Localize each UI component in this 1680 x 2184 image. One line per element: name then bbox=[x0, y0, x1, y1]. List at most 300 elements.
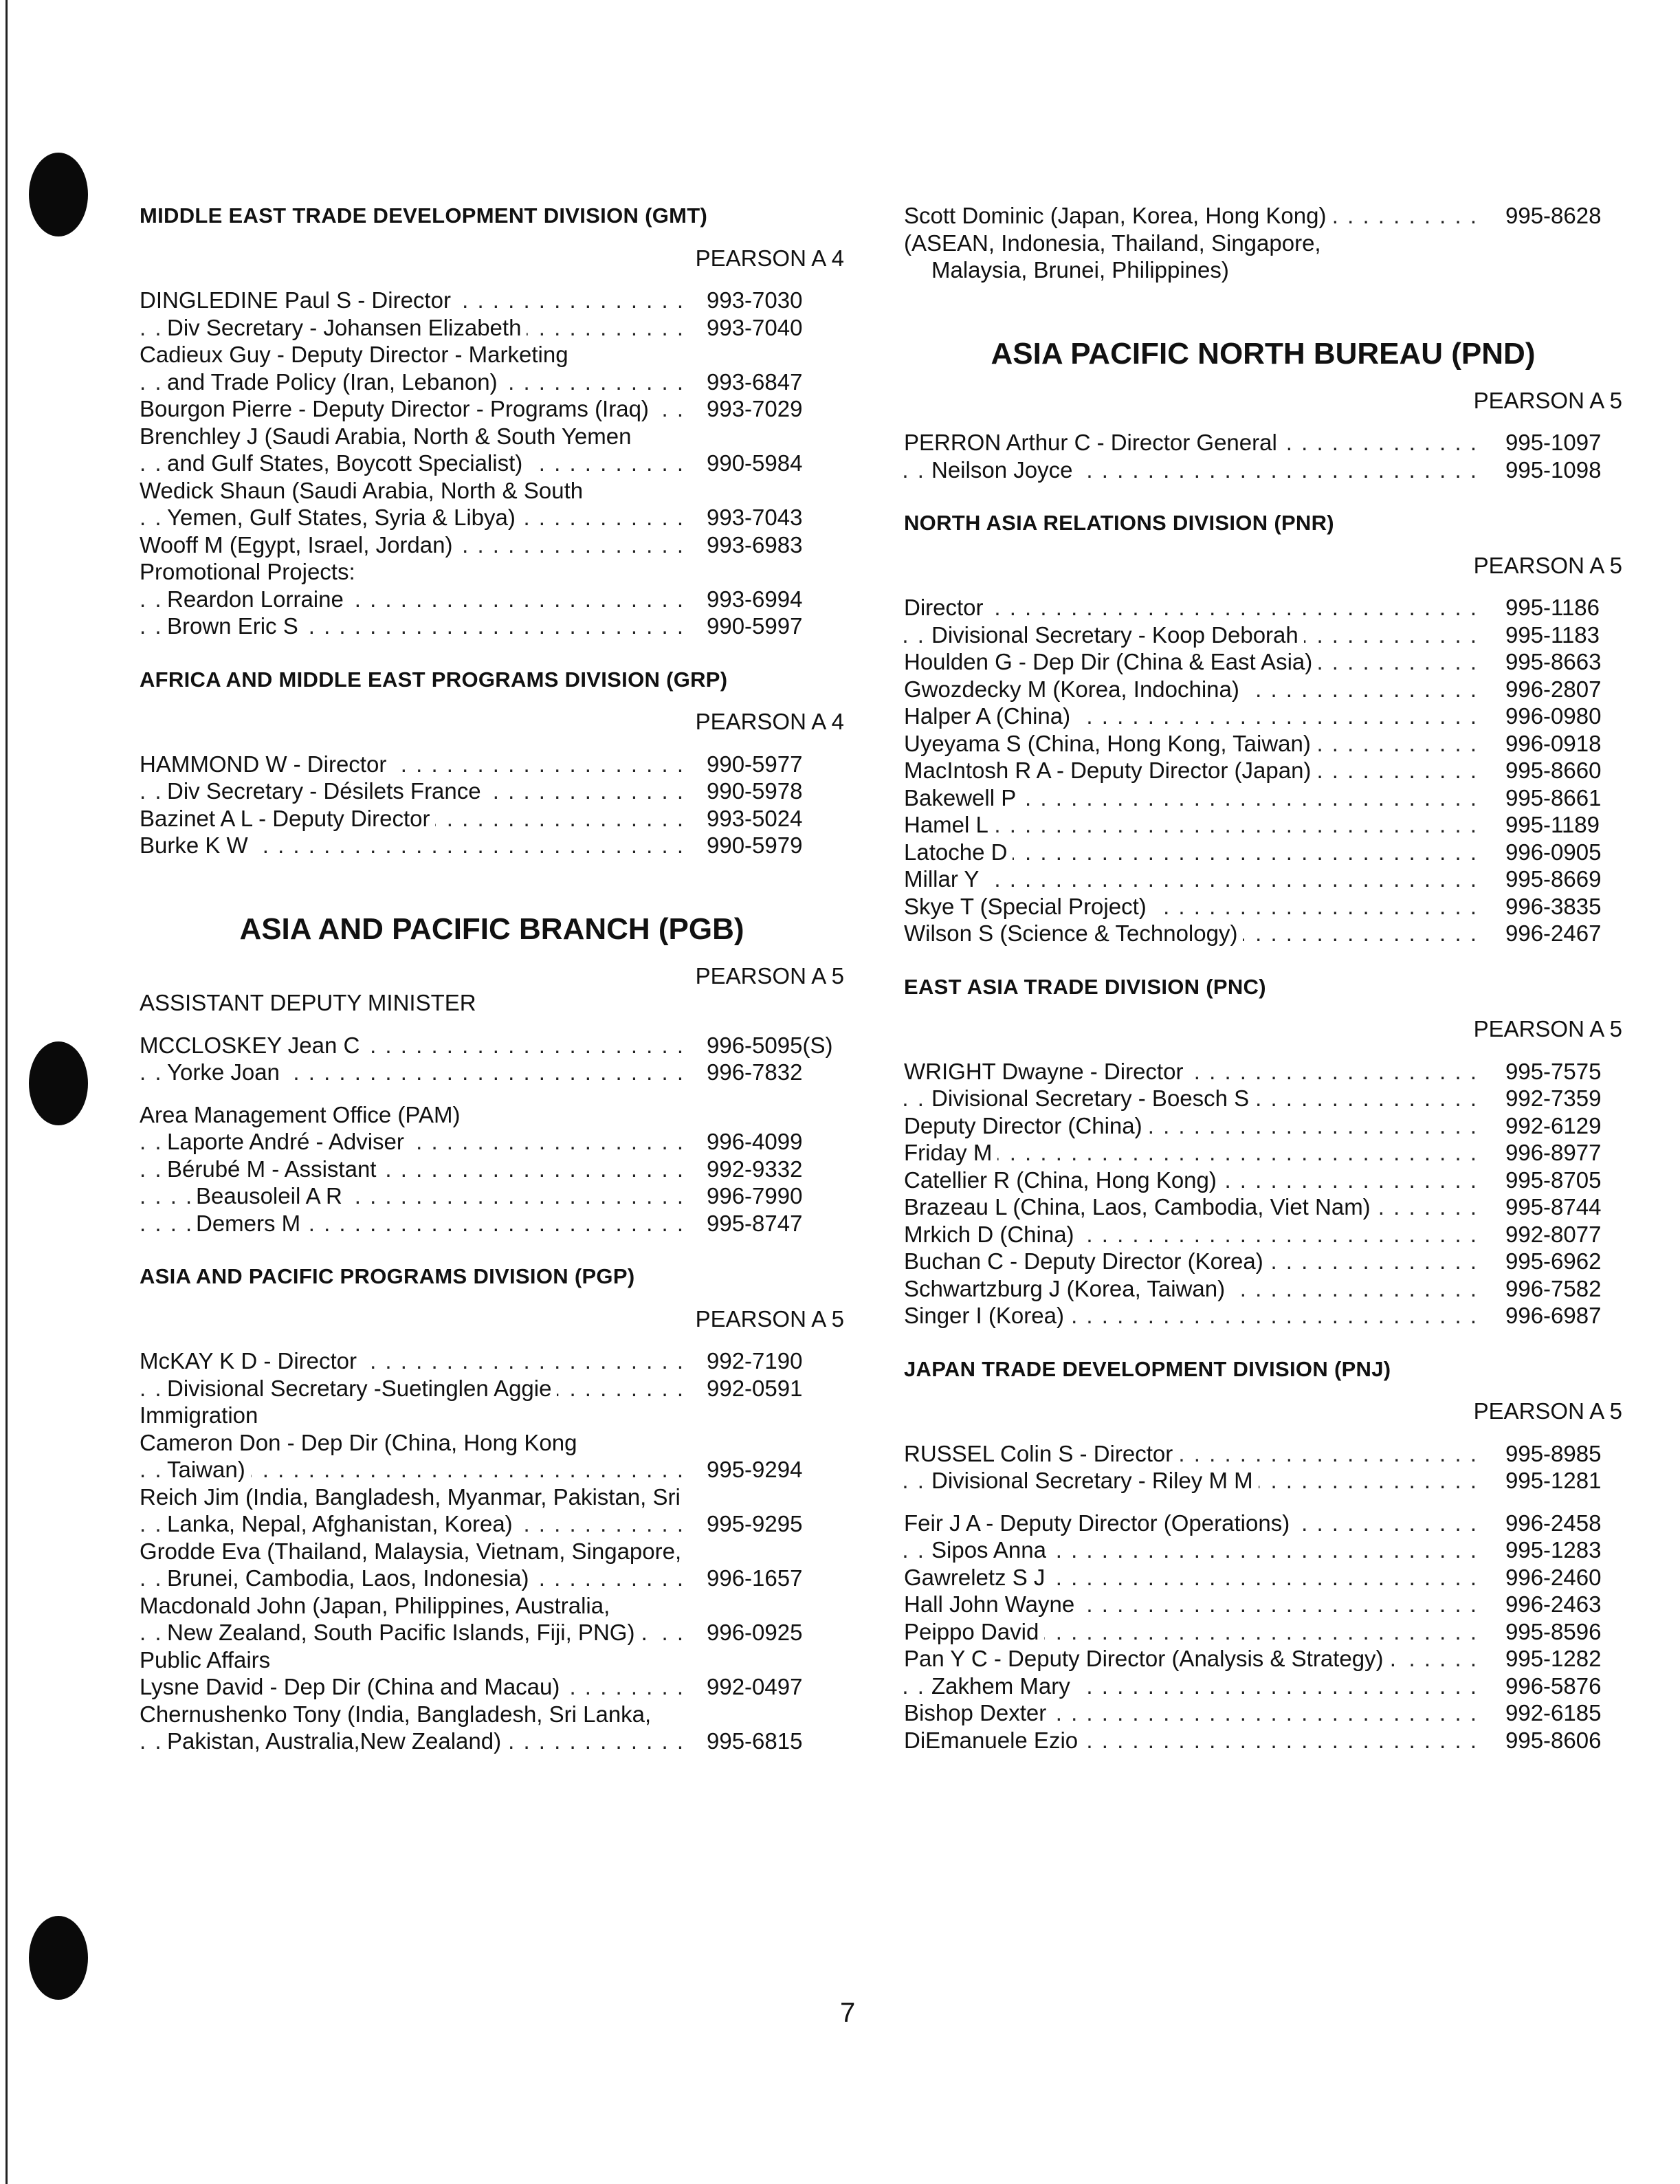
entry-name bbox=[140, 1673, 692, 1701]
phone-number: 992-6185 bbox=[1505, 1700, 1602, 1725]
entry-label: Bazinet A L - Deputy Director bbox=[140, 806, 435, 831]
entry-name bbox=[140, 450, 692, 477]
phone-number: 996-6987 bbox=[1505, 1303, 1602, 1328]
directory-entry bbox=[904, 1727, 1622, 1754]
phone-number: 996-2467 bbox=[1505, 920, 1602, 946]
phone-number: 995-8661 bbox=[1505, 784, 1602, 810]
entry-label: Wedick Shaun (Saudi Arabia, North & South bbox=[140, 478, 588, 503]
phone-number: 992-7190 bbox=[707, 1348, 803, 1374]
division-heading: MIDDLE EAST TRADE DEVELOPMENT DIVISION (GMT) bbox=[140, 203, 708, 228]
entry-label: Chernushenko Tony (India, Bangladesh, Sri Lanka, bbox=[140, 1701, 656, 1727]
location-label: PEARSON A 5 bbox=[695, 1305, 844, 1332]
entry-name bbox=[904, 1440, 1485, 1468]
spacer bbox=[140, 947, 844, 962]
phone-number: 996-2460 bbox=[1505, 1564, 1602, 1590]
entry-text-line bbox=[904, 230, 1622, 257]
spacer bbox=[140, 272, 844, 287]
directory-entry bbox=[140, 751, 844, 778]
directory-entry bbox=[140, 1182, 844, 1210]
entry-label: Demers M bbox=[196, 1211, 306, 1236]
entry-label: and Gulf States, Boycott Specialist) bbox=[167, 450, 528, 476]
entry-label: Bishop Dexter bbox=[904, 1700, 1052, 1725]
punch-hole-bottom bbox=[29, 1916, 88, 2000]
spacer bbox=[904, 579, 1622, 594]
division-heading: EAST ASIA TRADE DIVISION (PNC) bbox=[904, 974, 1266, 999]
entry-name bbox=[140, 1701, 692, 1728]
entry-name bbox=[904, 703, 1485, 730]
entry-label: Wooff M (Egypt, Israel, Jordan) bbox=[140, 532, 458, 558]
entry-name bbox=[904, 1221, 1485, 1248]
entry-name bbox=[904, 256, 1485, 284]
directory-entry bbox=[904, 1112, 1622, 1140]
entry-name bbox=[140, 613, 692, 640]
entry-name bbox=[140, 1375, 692, 1402]
spacer bbox=[140, 1290, 844, 1305]
phone-number: 995-8628 bbox=[1505, 203, 1602, 228]
entry-label: MacIntosh R A - Deputy Director (Japan) bbox=[904, 758, 1316, 783]
entry-name bbox=[904, 839, 1485, 866]
entry-text-line bbox=[140, 341, 844, 368]
directory-entry bbox=[904, 1167, 1622, 1194]
phone-number: 995-1097 bbox=[1505, 430, 1602, 455]
directory-entry bbox=[140, 613, 844, 640]
phone-number: 995-1282 bbox=[1505, 1646, 1602, 1671]
entry-label: Latoche D bbox=[904, 839, 1013, 865]
scan-edge bbox=[5, 0, 8, 2184]
entry-text-line bbox=[140, 1538, 844, 1565]
location-label: PEARSON A 4 bbox=[695, 245, 844, 271]
entry-label: Div Secretary - Désilets France bbox=[167, 778, 487, 804]
phone-number: 995-1189 bbox=[1505, 812, 1600, 837]
entry-name bbox=[904, 648, 1485, 676]
spacer bbox=[140, 1086, 844, 1101]
entry-name bbox=[904, 1618, 1485, 1646]
entry-label: Feir J A - Deputy Director (Operations) bbox=[904, 1510, 1295, 1536]
entry-label: Houlden G - Dep Dir (China & East Asia) bbox=[904, 649, 1318, 674]
entry-label: Brazeau L (China, Laos, Cambodia, Viet Nam) bbox=[904, 1194, 1376, 1220]
entry-name bbox=[904, 1467, 1485, 1494]
directory-entry bbox=[904, 1139, 1622, 1167]
location-label: PEARSON A 5 bbox=[1473, 387, 1622, 413]
spacer bbox=[904, 947, 1622, 973]
phone-number: 996-1657 bbox=[707, 1565, 803, 1591]
phone-number: 996-4099 bbox=[707, 1129, 803, 1154]
entry-label: Hall John Wayne bbox=[904, 1591, 1080, 1617]
entry-text-line bbox=[140, 1701, 844, 1728]
entry-name bbox=[140, 1565, 692, 1592]
entry-name bbox=[904, 621, 1485, 649]
directory-entry bbox=[904, 456, 1622, 484]
entry-label: Public Affairs bbox=[140, 1647, 276, 1673]
entry-label: Cameron Don - Dep Dir (China, Hong Kong bbox=[140, 1430, 582, 1455]
directory-entry bbox=[904, 1248, 1622, 1275]
directory-entry bbox=[140, 531, 844, 559]
entry-name bbox=[904, 757, 1485, 784]
entry-text-line bbox=[140, 1646, 844, 1674]
phone-number: 996-0918 bbox=[1505, 730, 1602, 756]
phone-number: 995-8596 bbox=[1505, 1618, 1602, 1644]
phone-number: 996-0905 bbox=[1505, 839, 1602, 865]
directory-entry bbox=[904, 202, 1622, 230]
entry-label: Peippo David bbox=[904, 1619, 1044, 1644]
entry-name bbox=[140, 777, 692, 805]
directory-entry bbox=[140, 504, 844, 531]
phone-number: 996-8977 bbox=[1505, 1140, 1602, 1165]
section-subtitle: ASSISTANT DEPUTY MINISTER bbox=[140, 990, 476, 1015]
branch-heading: ASIA AND PACIFIC BRANCH (PGB) bbox=[239, 912, 744, 946]
phone-number: 996-2458 bbox=[1505, 1510, 1602, 1536]
directory-entry bbox=[140, 832, 844, 859]
spacer bbox=[140, 736, 844, 751]
directory-entry bbox=[904, 1618, 1622, 1646]
directory-entry bbox=[904, 1058, 1622, 1085]
phone-number: 992-8077 bbox=[1505, 1221, 1602, 1247]
directory-entry bbox=[140, 1032, 844, 1059]
phone-number: 995-6962 bbox=[1505, 1248, 1602, 1274]
entry-name bbox=[140, 341, 692, 368]
entry-label: Lysne David - Dep Dir (China and Macau) bbox=[140, 1674, 565, 1699]
phone-number: 995-6815 bbox=[707, 1728, 803, 1754]
entry-name bbox=[140, 832, 692, 859]
spacer bbox=[904, 1043, 1622, 1058]
directory-entry bbox=[904, 1193, 1622, 1221]
directory-entry bbox=[904, 1467, 1622, 1494]
entry-name bbox=[904, 1536, 1485, 1564]
entry-name bbox=[140, 1510, 692, 1538]
entry-label: Yemen, Gulf States, Syria & Libya) bbox=[167, 505, 521, 530]
phone-number: 995-1281 bbox=[1505, 1468, 1602, 1493]
phone-number: 990-5997 bbox=[707, 613, 803, 639]
directory-entry bbox=[140, 314, 844, 342]
entry-name bbox=[904, 1085, 1485, 1112]
entry-name bbox=[140, 314, 692, 342]
entry-name bbox=[140, 1728, 692, 1755]
phone-number: 996-7832 bbox=[707, 1059, 803, 1085]
entry-label: Sipos Anna bbox=[931, 1537, 1052, 1563]
directory-entry bbox=[140, 1347, 844, 1375]
location-label: PEARSON A 5 bbox=[695, 962, 844, 989]
division-heading: JAPAN TRADE DEVELOPMENT DIVISION (PNJ) bbox=[904, 1356, 1391, 1381]
entry-name bbox=[904, 1248, 1485, 1275]
directory-entry bbox=[140, 1619, 844, 1646]
phone-number: 995-8744 bbox=[1505, 1194, 1602, 1220]
entry-name bbox=[904, 893, 1485, 920]
entry-label: DiEmanuele Ezio bbox=[904, 1728, 1083, 1753]
directory-entry bbox=[140, 395, 844, 423]
entry-name bbox=[140, 751, 692, 778]
entry-name bbox=[904, 1302, 1485, 1330]
phone-number: 996-7582 bbox=[1505, 1275, 1602, 1301]
entry-label: Zakhem Mary bbox=[931, 1673, 1076, 1699]
entry-name bbox=[904, 1699, 1485, 1727]
entry-label: Neilson Joyce bbox=[931, 457, 1078, 483]
entry-label: (ASEAN, Indonesia, Thailand, Singapore, bbox=[904, 230, 1327, 256]
entry-name bbox=[904, 1112, 1485, 1140]
spacer bbox=[904, 372, 1622, 387]
entry-name bbox=[140, 423, 692, 450]
entry-name bbox=[140, 531, 692, 559]
entry-name bbox=[140, 477, 692, 505]
entry-label: Mrkich D (China) bbox=[904, 1222, 1080, 1247]
entry-name bbox=[904, 230, 1485, 257]
spacer bbox=[140, 1237, 844, 1263]
phone-number: 995-1283 bbox=[1505, 1537, 1602, 1563]
entry-label: Yorke Joan bbox=[167, 1059, 285, 1085]
entry-label: Area Management Office (PAM) bbox=[140, 1102, 465, 1127]
entry-name bbox=[140, 1456, 692, 1483]
phone-number: 996-0925 bbox=[707, 1620, 803, 1645]
phone-number: 996-5095(S) bbox=[707, 1032, 833, 1058]
directory-entry bbox=[140, 450, 844, 477]
entry-name bbox=[140, 1646, 692, 1674]
spacer bbox=[904, 483, 1622, 509]
directory-entry bbox=[904, 1564, 1622, 1591]
phone-number: 996-0980 bbox=[1505, 703, 1602, 729]
phone-number: 996-2807 bbox=[1505, 676, 1602, 702]
entry-name bbox=[140, 368, 692, 396]
entry-name bbox=[140, 1483, 692, 1511]
entry-label: Beausoleil A R bbox=[196, 1183, 348, 1209]
entry-text-line bbox=[140, 477, 844, 505]
phone-number: 990-5978 bbox=[707, 778, 803, 804]
entry-name bbox=[140, 1619, 692, 1646]
entry-label: Pan Y C - Deputy Director (Analysis & Strategy) . bbox=[904, 1646, 1402, 1671]
phone-number: 995-1098 bbox=[1505, 456, 1602, 483]
division-heading: NORTH ASIA RELATIONS DIVISION (PNR) bbox=[904, 511, 1334, 535]
spacer bbox=[140, 859, 844, 912]
entry-label: Laporte André - Adviser bbox=[167, 1129, 410, 1154]
directory-entry bbox=[140, 287, 844, 314]
entry-name bbox=[904, 920, 1485, 947]
entry-name bbox=[904, 865, 1485, 893]
directory-entry bbox=[140, 1673, 844, 1701]
phone-number: 990-5984 bbox=[707, 450, 803, 476]
spacer bbox=[904, 284, 1622, 336]
spacer bbox=[904, 1330, 1622, 1356]
directory-entry bbox=[140, 1456, 844, 1483]
entry-label: HAMMOND W - Director bbox=[140, 751, 392, 777]
entry-name bbox=[140, 586, 692, 613]
phone-number: 995-9295 bbox=[707, 1511, 803, 1536]
phone-number: 995-7575 bbox=[1505, 1058, 1602, 1084]
directory-entry bbox=[904, 1510, 1622, 1537]
phone-number: 993-7043 bbox=[707, 505, 803, 530]
entry-name bbox=[140, 395, 692, 423]
directory-entry bbox=[904, 865, 1622, 893]
phone-number: 992-9332 bbox=[707, 1156, 803, 1182]
entry-name bbox=[904, 1510, 1485, 1537]
branch-heading: ASIA PACIFIC NORTH BUREAU (PND) bbox=[991, 336, 1536, 371]
phone-number: 995-8985 bbox=[1505, 1440, 1602, 1466]
phone-number: 993-6983 bbox=[707, 531, 803, 558]
phone-number: 992-0591 bbox=[707, 1375, 803, 1401]
directory-entry bbox=[904, 839, 1622, 866]
phone-number: 992-6129 bbox=[1505, 1112, 1602, 1138]
directory-entry bbox=[904, 648, 1622, 676]
entry-label: and Trade Policy (Iran, Lebanon) bbox=[167, 369, 503, 395]
entry-text-line bbox=[140, 1483, 844, 1511]
entry-name bbox=[904, 1673, 1485, 1700]
location-label: PEARSON A 5 bbox=[1473, 552, 1622, 578]
right-column bbox=[904, 202, 1622, 1754]
entry-label: Wilson S (Science & Technology) bbox=[904, 920, 1243, 946]
phone-number: 993-6994 bbox=[707, 586, 803, 612]
entry-label: Malaysia, Brunei, Philippines) bbox=[931, 257, 1235, 283]
entry-label: Friday M bbox=[904, 1140, 997, 1165]
directory-entry bbox=[904, 1440, 1622, 1468]
entry-label: Divisional Secretary -Suetinglen Aggie bbox=[167, 1376, 557, 1401]
entry-label: Grodde Eva (Thailand, Malaysia, Vietnam, Singapore, bbox=[140, 1538, 687, 1564]
entry-name bbox=[904, 429, 1485, 456]
directory-entry bbox=[904, 621, 1622, 649]
entry-label: Reich Jim (India, Bangladesh, Myanmar, Pakistan, Sri bbox=[140, 1484, 686, 1510]
directory-entry bbox=[140, 1565, 844, 1592]
directory-entry bbox=[904, 1302, 1622, 1330]
directory-entry bbox=[140, 1728, 844, 1755]
punch-hole-top bbox=[29, 153, 88, 236]
entry-label: Div Secretary - Johansen Elizabeth bbox=[167, 315, 527, 340]
entry-name bbox=[140, 1128, 692, 1156]
left-column bbox=[140, 202, 844, 1755]
spacer bbox=[904, 1494, 1622, 1510]
phone-number: 995-8705 bbox=[1505, 1167, 1602, 1193]
entry-name bbox=[140, 558, 692, 586]
directory-entry bbox=[140, 1375, 844, 1402]
directory-entry bbox=[140, 1210, 844, 1237]
entry-label: Lanka, Nepal, Afghanistan, Korea) bbox=[167, 1511, 518, 1536]
phone-number: 992-0497 bbox=[707, 1674, 803, 1699]
entry-label: Taiwan) bbox=[167, 1457, 251, 1482]
location-label: PEARSON A 5 bbox=[1473, 1398, 1622, 1424]
entry-label: Bérubé M - Assistant bbox=[167, 1156, 382, 1182]
location-label: PEARSON A 5 bbox=[1473, 1016, 1622, 1041]
directory-entry bbox=[904, 757, 1622, 784]
entry-name bbox=[140, 1347, 692, 1375]
entry-name bbox=[140, 1156, 692, 1183]
entry-label: Gawreletz S J bbox=[904, 1565, 1050, 1590]
directory-entry bbox=[904, 730, 1622, 758]
entry-label: WRIGHT Dwayne - Director bbox=[904, 1059, 1189, 1084]
entry-label: Divisional Secretary - Koop Deborah bbox=[931, 622, 1304, 648]
directory-entry bbox=[904, 1699, 1622, 1727]
phone-number: 995-8663 bbox=[1505, 649, 1602, 674]
entry-label: Immigration bbox=[140, 1402, 263, 1428]
entry-label: Pakistan, Australia,New Zealand) bbox=[167, 1728, 507, 1754]
entry-text-line bbox=[904, 256, 1622, 284]
entry-name bbox=[904, 1275, 1485, 1303]
entry-label: Cadieux Guy - Deputy Director - Marketing bbox=[140, 342, 574, 367]
entry-label: DINGLEDINE Paul S - Director bbox=[140, 287, 456, 313]
entry-label: McKAY K D - Director bbox=[140, 1348, 362, 1374]
entry-name bbox=[140, 805, 692, 832]
phone-number: 993-7040 bbox=[707, 314, 803, 340]
entry-name bbox=[904, 1139, 1485, 1167]
entry-label: Divisional Secretary - Boesch S bbox=[931, 1085, 1255, 1111]
entry-label: Director bbox=[904, 595, 989, 620]
entry-name bbox=[140, 1182, 692, 1210]
entry-label: Deputy Director (China) bbox=[904, 1113, 1148, 1138]
directory-entry bbox=[140, 1128, 844, 1156]
entry-label: Scott Dominic (Japan, Korea, Hong Kong) bbox=[904, 203, 1331, 228]
entry-label: MCCLOSKEY Jean C bbox=[140, 1033, 365, 1058]
phone-number: 990-5979 bbox=[707, 832, 803, 858]
entry-text-line bbox=[140, 1592, 844, 1620]
directory-entry bbox=[904, 893, 1622, 920]
directory-entry bbox=[904, 811, 1622, 839]
entry-label: Skye T (Special Project) bbox=[904, 894, 1152, 919]
entry-name bbox=[904, 456, 1485, 484]
phone-number: 993-7030 bbox=[707, 287, 803, 313]
entry-label: Millar Y bbox=[904, 866, 984, 892]
directory-entry bbox=[140, 1156, 844, 1183]
phone-number: 995-1183 bbox=[1505, 621, 1600, 648]
punch-hole-middle bbox=[29, 1041, 88, 1125]
entry-label: Burke K W bbox=[140, 832, 254, 858]
entry-label: Hamel L bbox=[904, 812, 994, 837]
phone-number: 995-8660 bbox=[1505, 758, 1602, 783]
entry-name bbox=[140, 1402, 692, 1429]
entry-text-line bbox=[140, 558, 844, 586]
entry-name bbox=[904, 730, 1485, 758]
entry-name bbox=[140, 1538, 692, 1565]
entry-label: Gwozdecky M (Korea, Indochina) bbox=[904, 676, 1245, 702]
directory-entry bbox=[904, 429, 1622, 456]
entry-label: Bourgon Pierre - Deputy Director - Programs (Iraq) bbox=[140, 396, 654, 421]
entry-text-line bbox=[140, 1429, 844, 1457]
directory-entry bbox=[904, 1645, 1622, 1673]
phone-number: 995-8747 bbox=[707, 1210, 803, 1236]
entry-label: Buchan C - Deputy Director (Korea) bbox=[904, 1248, 1269, 1274]
directory-entry bbox=[140, 586, 844, 613]
entry-label: Brunei, Cambodia, Laos, Indonesia) bbox=[167, 1565, 535, 1591]
entry-label: RUSSEL Colin S - Director bbox=[904, 1441, 1178, 1466]
entry-text-line bbox=[140, 1402, 844, 1429]
entry-name bbox=[904, 594, 1485, 621]
phone-number: 995-1186 bbox=[1505, 595, 1600, 620]
directory-entry bbox=[140, 368, 844, 396]
spacer bbox=[904, 1425, 1622, 1440]
entry-label: Reardon Lorraine bbox=[167, 586, 349, 612]
spacer bbox=[140, 1017, 844, 1032]
entry-name bbox=[904, 676, 1485, 703]
entry-name bbox=[904, 1167, 1485, 1194]
entry-label: Uyeyama S (China, Hong Kong, Taiwan) bbox=[904, 731, 1316, 756]
entry-label: Catellier R (China, Hong Kong) bbox=[904, 1167, 1222, 1193]
page-number: 7 bbox=[840, 1998, 856, 2028]
directory-entry bbox=[140, 1059, 844, 1086]
phone-number: 996-3835 bbox=[1505, 893, 1602, 919]
location-label: PEARSON A 4 bbox=[695, 709, 844, 734]
phone-number: 992-7359 bbox=[1505, 1085, 1602, 1111]
phone-number: 995-8669 bbox=[1505, 866, 1602, 892]
directory-entry bbox=[140, 777, 844, 805]
phone-number: 993-5024 bbox=[707, 805, 803, 831]
phone-number: 995-8606 bbox=[1505, 1727, 1602, 1753]
entry-name bbox=[904, 1727, 1485, 1754]
spacer bbox=[140, 640, 844, 666]
entry-label: Macdonald John (Japan, Philippines, Australia, bbox=[140, 1593, 615, 1618]
directory-entry bbox=[904, 920, 1622, 947]
entry-label: Bakewell P bbox=[904, 785, 1021, 810]
directory-entry bbox=[904, 1591, 1622, 1618]
entry-name bbox=[904, 1564, 1485, 1591]
spacer bbox=[904, 537, 1622, 552]
spacer bbox=[904, 1382, 1622, 1398]
entry-label: Singer I (Korea) bbox=[904, 1303, 1070, 1328]
spacer bbox=[140, 693, 844, 708]
division-heading: ASIA AND PACIFIC PROGRAMS DIVISION (PGP) bbox=[140, 1264, 635, 1288]
directory-entry bbox=[904, 594, 1622, 621]
